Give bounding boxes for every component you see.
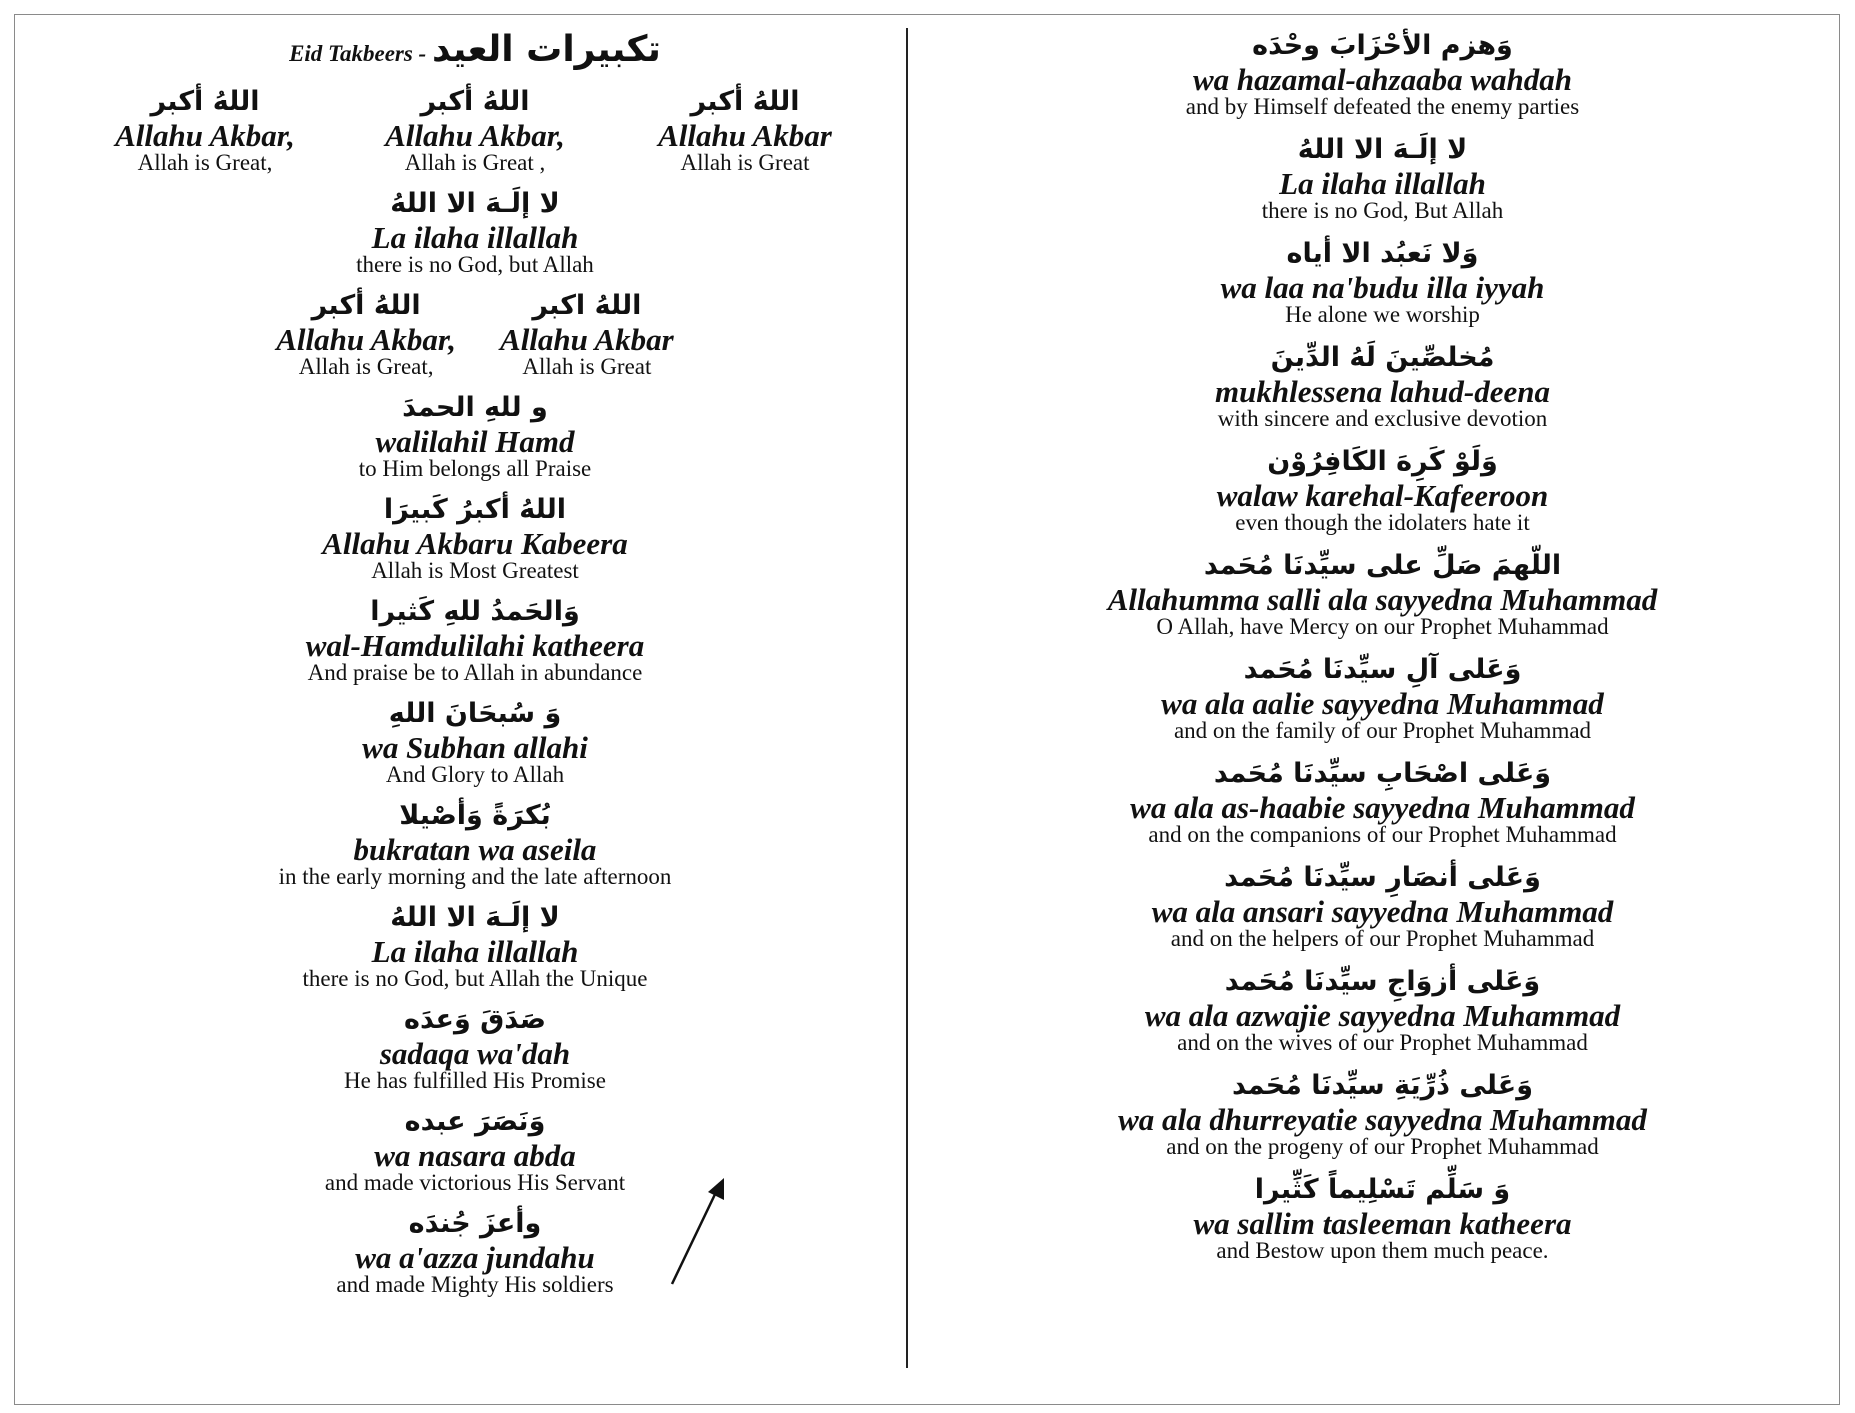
verse-arabic: اللهُ أكبر (420, 86, 530, 117)
verse (20, 696, 930, 787)
verse-transliteration: wa ala dhurreyatie sayyedna Muhammad (1118, 1102, 1647, 1137)
verse-transliteration: Allahu Akbar, (276, 322, 457, 357)
verse-arabic: اللهُ اكبر (532, 290, 642, 321)
verse (930, 444, 1835, 535)
verse-arabic: وَعَلى آلِ سيِّدنَا مُحَمد (1243, 654, 1522, 685)
verse-translation: Allah is Great, (298, 354, 434, 379)
verse-translation: and on the companions of our Prophet Muhammad (1148, 822, 1617, 847)
verse-arabic: اللهُ أكبر (311, 290, 421, 321)
verse-arabic: لا إلَـهَ الا اللهُ (390, 188, 560, 219)
verse-arabic: بُكرَةً وَأصْيلا (399, 800, 551, 831)
verse-translation: And praise be to Allah in abundance (307, 660, 643, 685)
verse (70, 84, 340, 175)
verse (340, 84, 610, 175)
verse-transliteration: wa laa na'budu illa iyyah (1220, 270, 1545, 305)
verse-transliteration: La ilaha illallah (371, 934, 579, 969)
verse-transliteration: wa sallim tasleeman katheera (1193, 1206, 1572, 1241)
verse-transliteration: bukratan wa aseila (353, 832, 597, 867)
verse-transliteration: Allahu Akbar, (385, 118, 565, 153)
verse-transliteration: wa ala azwajie sayyedna Muhammad (1144, 998, 1621, 1033)
verse-arabic: و للهِ الحمدَ (402, 392, 548, 423)
verse-transliteration: Allahu Akbaru Kabeera (322, 526, 628, 561)
verse-translation: And Glory to Allah (385, 762, 565, 787)
verse (930, 756, 1835, 847)
verse-transliteration: Allahu Akbar (500, 322, 674, 357)
verse-arabic: اللهُ أكبرُ كَبيرَا (383, 494, 567, 525)
title-arabic: تكبيرات العيد (431, 29, 661, 70)
verse-arabic: لا إلَـهَ الا اللهُ (390, 902, 560, 933)
verse-translation: Allah is Great, (137, 150, 273, 175)
verse-transliteration: wa nasara abda (374, 1138, 576, 1173)
verse-transliteration: wa a'azza jundahu (355, 1240, 595, 1275)
verse-translation: and Bestow upon them much peace. (1216, 1238, 1549, 1263)
verse-arabic: وَنَصَرَ عبده (404, 1106, 546, 1137)
verse-transliteration: wa ala ansari sayyedna Muhammad (1151, 894, 1614, 929)
verse-transliteration: wa ala as-haabie sayyedna Muhammad (1130, 790, 1635, 825)
verse (20, 798, 930, 889)
takbeer-row-1 (20, 84, 930, 186)
verse-translation: and on the family of our Prophet Muhammad (1173, 718, 1592, 743)
verse (20, 1104, 930, 1195)
page-title (20, 18, 930, 76)
verse (20, 900, 930, 991)
verse-transliteration: Allahu Akbar (658, 118, 832, 153)
right-column (930, 28, 1835, 1276)
title-english: Eid Takbeers - (289, 41, 432, 66)
verse-translation: to Him belongs all Praise (358, 456, 592, 481)
verse-arabic: اللهُ أكبر (150, 86, 260, 117)
verse (20, 186, 930, 277)
verse-transliteration: walilahil Hamd (375, 424, 575, 459)
verse-arabic: مُخلصِّينَ لَهُ الدِّينَ (1270, 342, 1495, 373)
verse (20, 390, 930, 481)
takbeer-row-2 (20, 288, 930, 390)
continue-arrow-icon (668, 1178, 728, 1288)
verse-arabic: وَ سُبحَانَ اللهِ (388, 698, 562, 729)
verse-translation: with sincere and exclusive devotion (1217, 406, 1548, 431)
verse-translation: O Allah, have Mercy on our Prophet Muhammad (1156, 614, 1609, 639)
verse-transliteration: mukhlessena lahud-deena (1214, 374, 1551, 409)
verse-arabic: وَعَلى ذُرِّيَةِ سيِّدنَا مُحَمد (1232, 1070, 1533, 1101)
verse (254, 288, 478, 379)
verse-transliteration: La ilaha illallah (1279, 166, 1486, 201)
verse (610, 84, 880, 175)
verse-transliteration: wa ala aalie sayyedna Muhammad (1161, 686, 1604, 721)
verse-translation: there is no God, but Allah (356, 252, 594, 277)
verse-arabic: اللّهمَ صَلِّ على سيِّدنَا مُحَمد (1203, 550, 1562, 581)
verse (930, 964, 1835, 1055)
verse-arabic: وَهزم الأحْزَابَ وحْدَه (1252, 30, 1513, 61)
verse-transliteration: Allahumma salli ala sayyedna Muhammad (1107, 582, 1658, 617)
verse-translation: and made victorious His Servant (324, 1170, 626, 1195)
verse (930, 652, 1835, 743)
verse-arabic: وَعَلى أزوَاجِ سيِّدنَا مُحَمد (1224, 966, 1541, 997)
verse-translation: Allah is Most Greatest (371, 558, 579, 583)
verse-transliteration: La ilaha illallah (371, 220, 579, 255)
verse-translation: there is no God, But Allah (1261, 198, 1504, 223)
verse-transliteration: sadaqa wa'dah (379, 1036, 571, 1071)
verse-arabic: وَ سَلِّم تَسْلِيماً كَثِّيرا (1254, 1174, 1511, 1205)
verse-translation: and on the helpers of our Prophet Muhammad (1170, 926, 1595, 951)
verse-transliteration: wa Subhan allahi (362, 730, 588, 765)
verse (930, 236, 1835, 327)
verse-translation: and made Mighty His soldiers (336, 1272, 614, 1297)
verse-translation: He alone we worship (1285, 302, 1480, 327)
verse-arabic: وَالحَمدُ للهِ كَثيرا (370, 596, 580, 627)
verse-arabic: صَدَقَ وَعدَه (404, 1004, 546, 1035)
verse (930, 28, 1835, 119)
verse (930, 340, 1835, 431)
verse (930, 1068, 1835, 1159)
verse-translation: there is no God, but Allah the Unique (302, 966, 648, 991)
verse-arabic: وَعَلى اصْحَابِ سيِّدنَا مُحَمد (1213, 758, 1552, 789)
verse-transliteration: Allahu Akbar, (115, 118, 295, 153)
verse (20, 1206, 930, 1297)
verse (20, 594, 930, 685)
verse-transliteration: walaw karehal-Kafeeroon (1216, 478, 1549, 513)
verse-translation: Allah is Great (680, 150, 810, 175)
verse-transliteration: wal-Hamdulilahi katheera (305, 628, 645, 663)
verse-arabic: اللهُ أكبر (690, 86, 800, 117)
verse (20, 492, 930, 583)
verse (930, 1172, 1835, 1263)
verse (20, 1002, 930, 1093)
verse (930, 860, 1835, 951)
verse-translation: Allah is Great , (404, 150, 546, 175)
verse (478, 288, 696, 379)
verse-arabic: وَلا نَعبُد الا أياه (1286, 238, 1479, 269)
verse-translation: in the early morning and the late afternoon (278, 864, 672, 889)
verse-arabic: لا إلَـهَ الا اللهُ (1297, 134, 1468, 165)
verse-translation: Allah is Great (522, 354, 652, 379)
verse-translation: even though the idolaters hate it (1235, 510, 1530, 535)
verse-translation: and on the progeny of our Prophet Muhammad (1166, 1134, 1599, 1159)
verse-translation: He has fulfilled His Promise (344, 1068, 606, 1093)
verse-arabic: وأعزَ جُندَه (408, 1208, 542, 1239)
verse-translation: and on the wives of our Prophet Muhammad (1177, 1030, 1588, 1055)
verse-arabic: وَلَوْ كَرِهَ الكَافِرُوْن (1267, 446, 1498, 477)
verse-arabic: وَعَلى أنصَارِ سيِّدنَا مُحَمد (1224, 862, 1541, 893)
verse-transliteration: wa hazamal-ahzaaba wahdah (1193, 62, 1572, 97)
verse-translation: and by Himself defeated the enemy parties (1185, 94, 1580, 119)
verse (930, 548, 1835, 639)
left-column (20, 18, 930, 1308)
verse (930, 132, 1835, 223)
